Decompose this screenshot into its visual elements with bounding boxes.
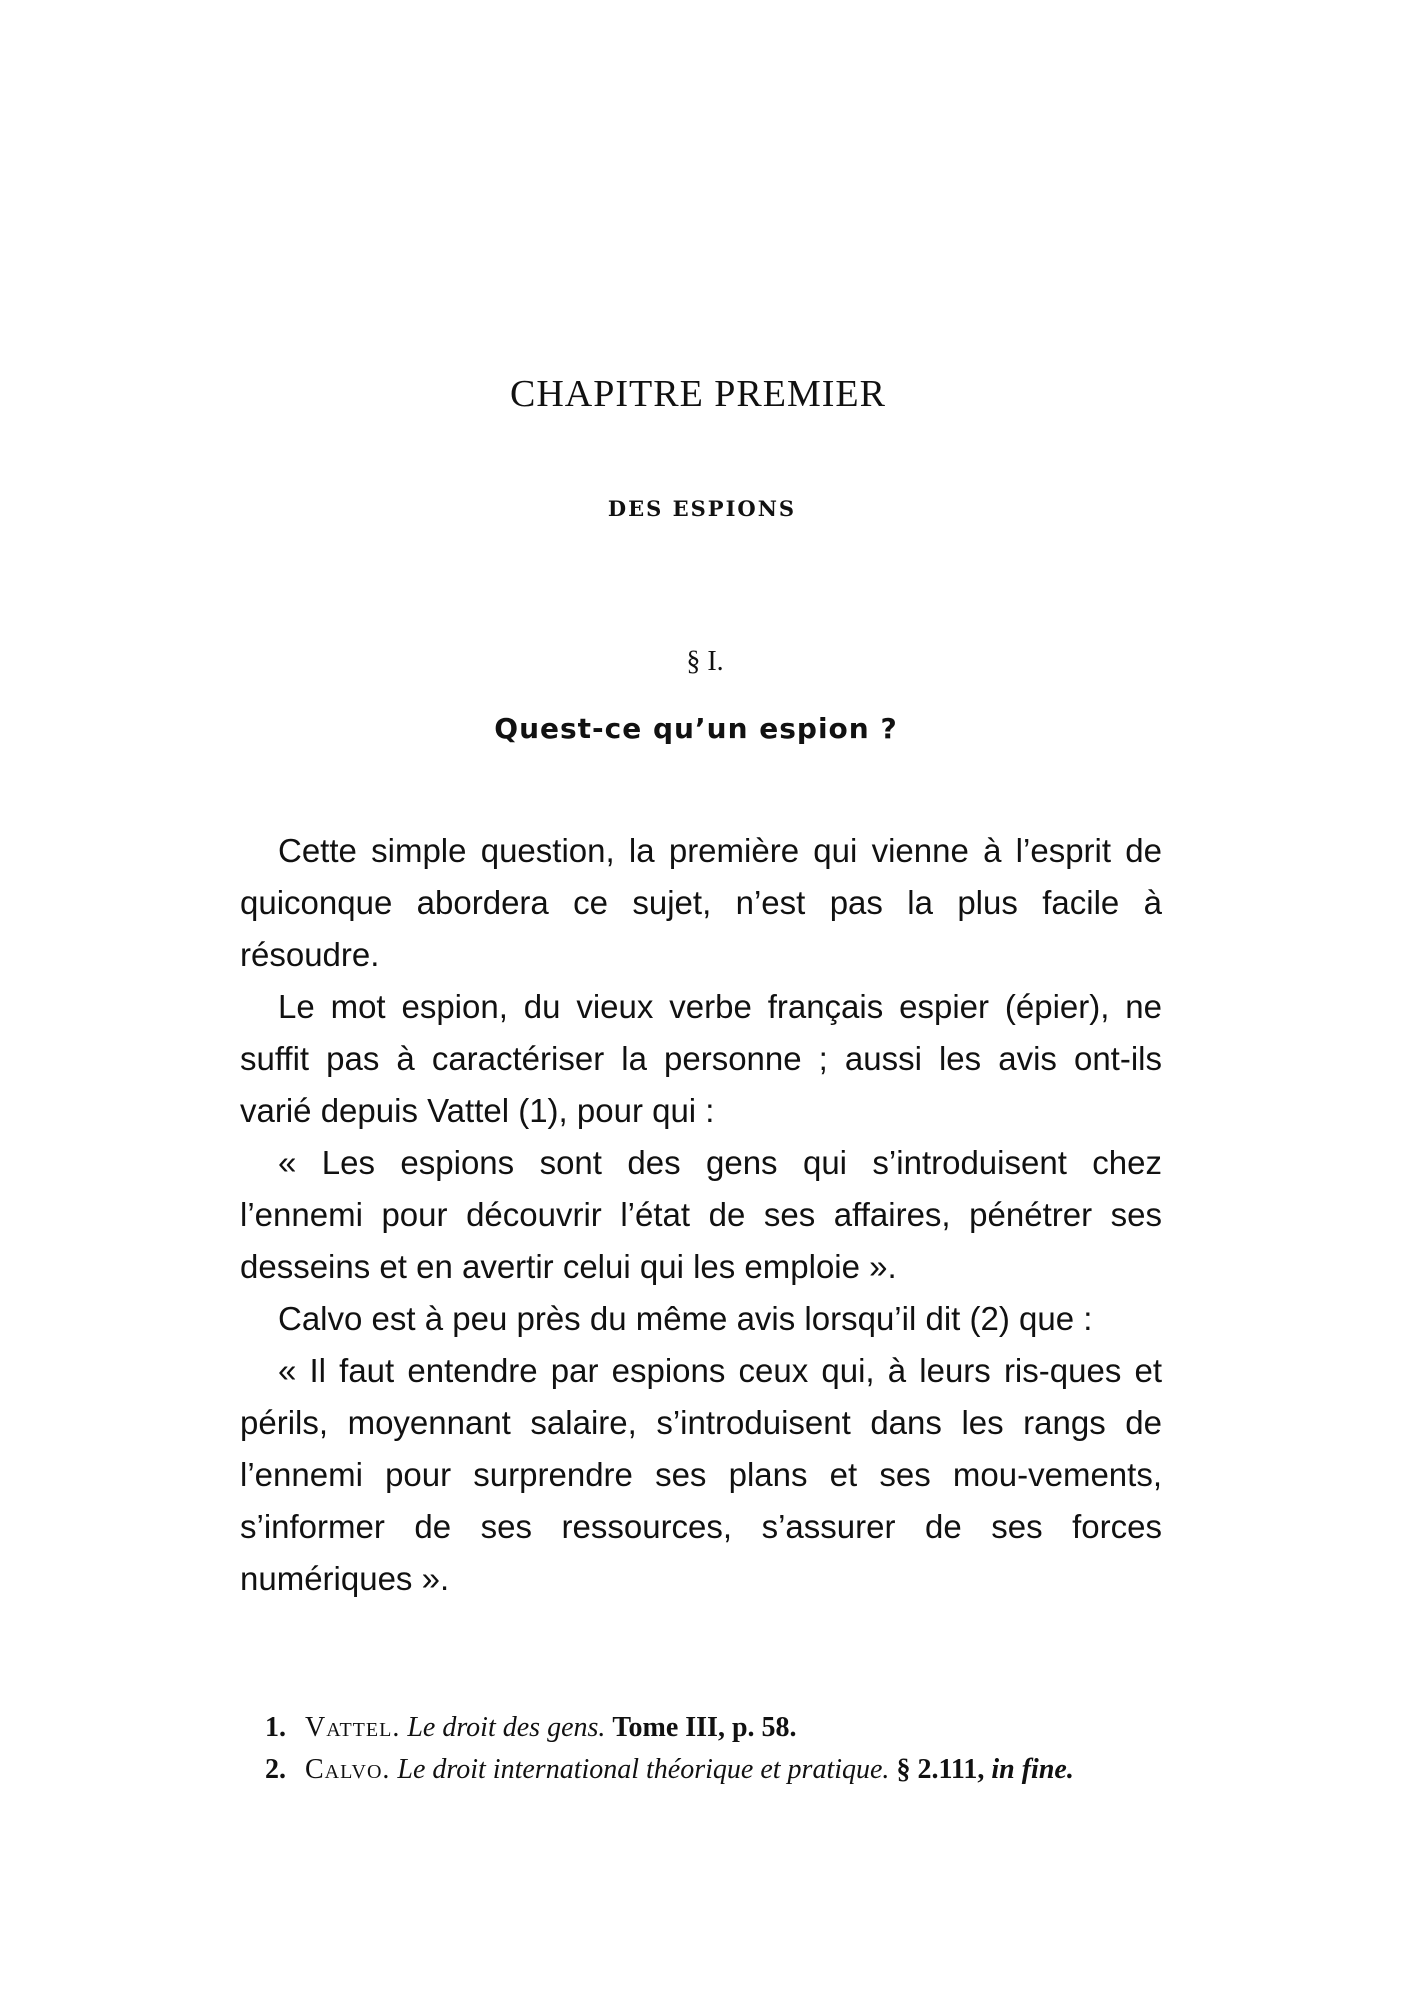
footnote bbox=[265, 1707, 1185, 1749]
footnote-number: 1. bbox=[265, 1712, 286, 1743]
footnote-number: 2. bbox=[265, 1754, 286, 1785]
paragraph: Le mot espion, du vieux verbe français espier (épier), ne suffit pas à caractériser la personne ; aussi les avis ont-ils varié depuis Vattel (1), pour qui : bbox=[240, 988, 1162, 1129]
chapter-subtitle: DES ESPIONS bbox=[607, 496, 797, 521]
footnote bbox=[265, 1749, 1185, 1791]
footnotes bbox=[265, 1707, 1185, 1791]
paragraph: Cette simple question, la première qui vienne à l’esprit de quiconque abordera ce sujet, n’est pas la plus facile à résoudre. bbox=[240, 832, 1162, 973]
body-text bbox=[240, 825, 1162, 1605]
section-number: § I. bbox=[686, 646, 724, 677]
quotation-paragraph: « Les espions sont des gens qui s’introduisent chez l’ennemi pour découvrir l’état de ses affaires, pénétrer ses desseins et en avertir celui qui les emploie ». bbox=[240, 1144, 1162, 1285]
paragraph: Calvo est à peu près du même avis lorsqu’il dit (2) que : bbox=[278, 1300, 1093, 1337]
footnote-title: Le droit international théorique et pratique. bbox=[397, 1754, 890, 1785]
section-heading: Quest-ce qu’un espion ? bbox=[494, 712, 898, 745]
footnote-reference: Tome III, p. 58. bbox=[612, 1712, 797, 1743]
footnote-author: Vattel. bbox=[305, 1712, 401, 1743]
footnote-title: Le droit des gens. bbox=[407, 1712, 606, 1743]
chapter-title: CHAPITRE PREMIER bbox=[510, 373, 886, 415]
footnote-reference: § 2.111, bbox=[896, 1754, 985, 1785]
quotation-paragraph: « Il faut entendre par espions ceux qui, à leurs ris-ques et périls, moyennant salaire, s’introduisent dans les rangs de l’ennemi pour surprendre ses plans et ses mou-vements, s’informer de ses ressources, s’assurer de ses forces numériques ». bbox=[240, 1352, 1162, 1597]
footnote-author: Calvo. bbox=[305, 1754, 391, 1785]
footnote-reference-italic: in fine. bbox=[991, 1754, 1074, 1785]
